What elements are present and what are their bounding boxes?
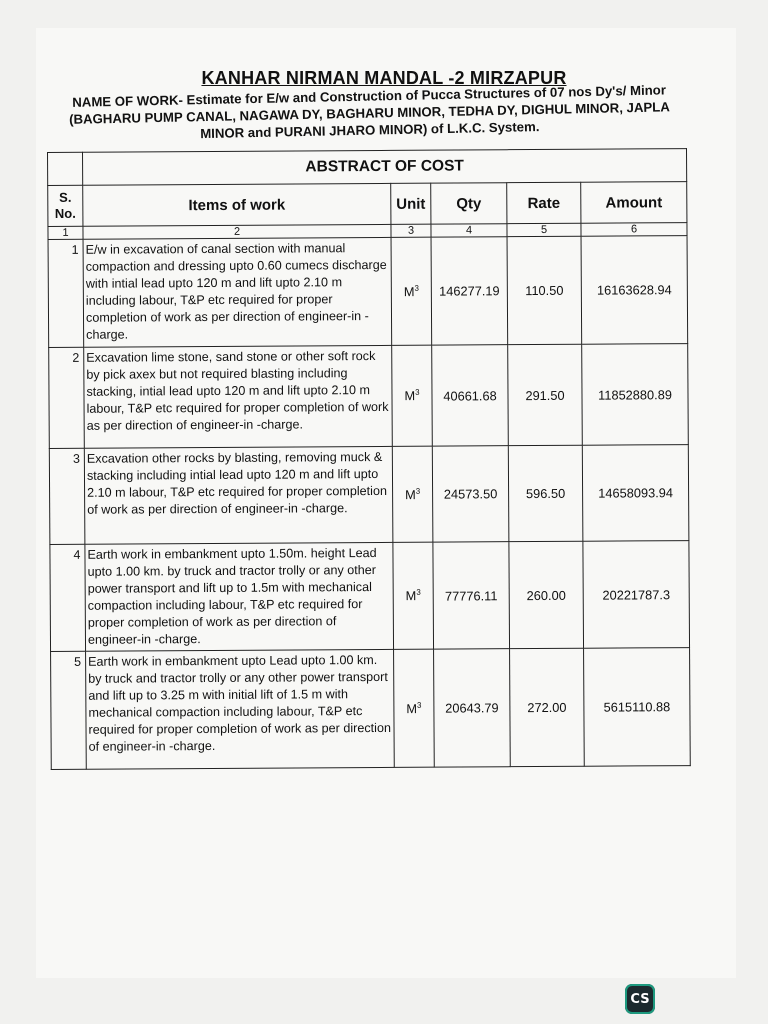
document-title: KANHAR NIRMAN MANDAL -2 MIRZAPUR [201,68,567,88]
row-amount: 5615110.88 [584,648,691,767]
header-amount: Amount [581,182,687,224]
row-item-description: Excavation lime stone, sand stone or other soft rock by pick axex but not required blasting including stacking, intial lead upto 120 m and lift upto 2.10 m labour, T&P etc required for proper completion of work as per direction of engineer-in -charge. [84,345,393,448]
row-qty: 40661.68 [432,345,509,446]
col-number: 3 [391,224,431,237]
header-sno: S. No. [48,185,83,226]
row-sno: 4 [50,544,86,651]
row-sno: 5 [51,651,87,769]
unit-base: M [404,388,416,404]
name-of-work: NAME OF WORK- Estimate for E/w and Construction of Pucca Structures of 07 nos Dy's/ Minor (BAGHARU PUMP CANAL, NAGAWA DY, BAGHARU MINOR, TEDHA DY, DIGHUL MINOR, JAPLA MINOR and PURANI JHARO MINOR) of L.K.C. System. [68,82,670,142]
row-item-description: Excavation other rocks by blasting, removing muck & stacking including intial lead upto 120 m and lift upto 2.10 m labour, T&P etc required for proper completion of work as per direction of engineer-in -charge. [84,446,393,544]
row-item-description: E/w in excavation of canal section with manual compaction and dressing upto 0.60 cumecs discharge with intial lead upto 120 m and lift upto 2.10 m including labour, T&P etc required for proper completion of work as per direction of engineer-in -charge. [83,237,392,347]
table-row [48,236,688,348]
row-qty: 146277.19 [431,237,508,345]
header-rate: Rate [507,182,581,223]
unit-base: M [406,700,418,716]
header-qty: Qty [431,183,507,224]
unit-base: M [404,486,416,502]
header-items: Items of work [83,183,391,226]
row-item-description: Earth work in embankment upto 1.50m. height Lead upto 1.00 km. by truck and tractor trolly or any other power transport and lift up to 1.5m with mechanical compaction including labour, T&P etc required for proper completion of work as per direction of engineer-in -charge. [85,542,394,651]
table-row [49,445,689,545]
unit-exponent: 3 [415,486,421,496]
col-number: 5 [507,223,581,236]
table-row [50,541,690,652]
row-item-description: Earth work in embankment upto Lead upto 1.00 km. by truck and tractor trolly or any other power transport and lift up to 3.25 m with initial lift of 1.5 m with mechanical compaction including labour, T&P etc required for proper completion of work as per direction of engineer-in -charge. [86,649,395,769]
row-unit [394,649,435,767]
row-rate: 110.50 [507,236,582,344]
table-title: ABSTRACT OF COST [83,149,687,186]
row-unit [391,237,432,345]
row-amount: 14658093.94 [582,445,689,542]
unit-base: M [405,588,417,604]
row-rate: 260.00 [509,541,584,648]
row-qty: 24573.50 [432,446,509,542]
header-unit: Unit [391,183,431,224]
row-amount: 11852880.89 [582,344,689,446]
row-rate: 291.50 [508,344,583,445]
unit-exponent: 3 [416,700,422,710]
col-number: 6 [581,223,687,237]
row-amount: 20221787.3 [583,541,690,649]
row-rate: 596.50 [508,445,583,541]
row-amount: 16163628.94 [581,236,688,345]
row-rate: 272.00 [510,648,585,766]
table-row [51,648,691,770]
row-unit [392,446,433,542]
unit-exponent: 3 [414,283,419,293]
col-number: 4 [431,224,507,237]
col-number: 1 [48,226,83,239]
unit-base: M [403,283,415,299]
table-row [49,344,689,449]
unit-exponent: 3 [415,388,420,398]
blank-corner-cell [48,152,83,185]
row-unit [392,345,433,446]
abstract-of-cost-table [47,148,691,770]
row-sno: 3 [49,448,85,544]
col-number: 2 [83,224,391,239]
row-unit [393,542,434,649]
camscanner-logo-icon: CS [625,984,655,1014]
row-sno: 1 [48,239,84,347]
row-qty: 20643.79 [434,649,511,767]
row-qty: 77776.11 [433,542,510,649]
row-sno: 2 [49,347,85,448]
unit-exponent: 3 [416,588,421,598]
